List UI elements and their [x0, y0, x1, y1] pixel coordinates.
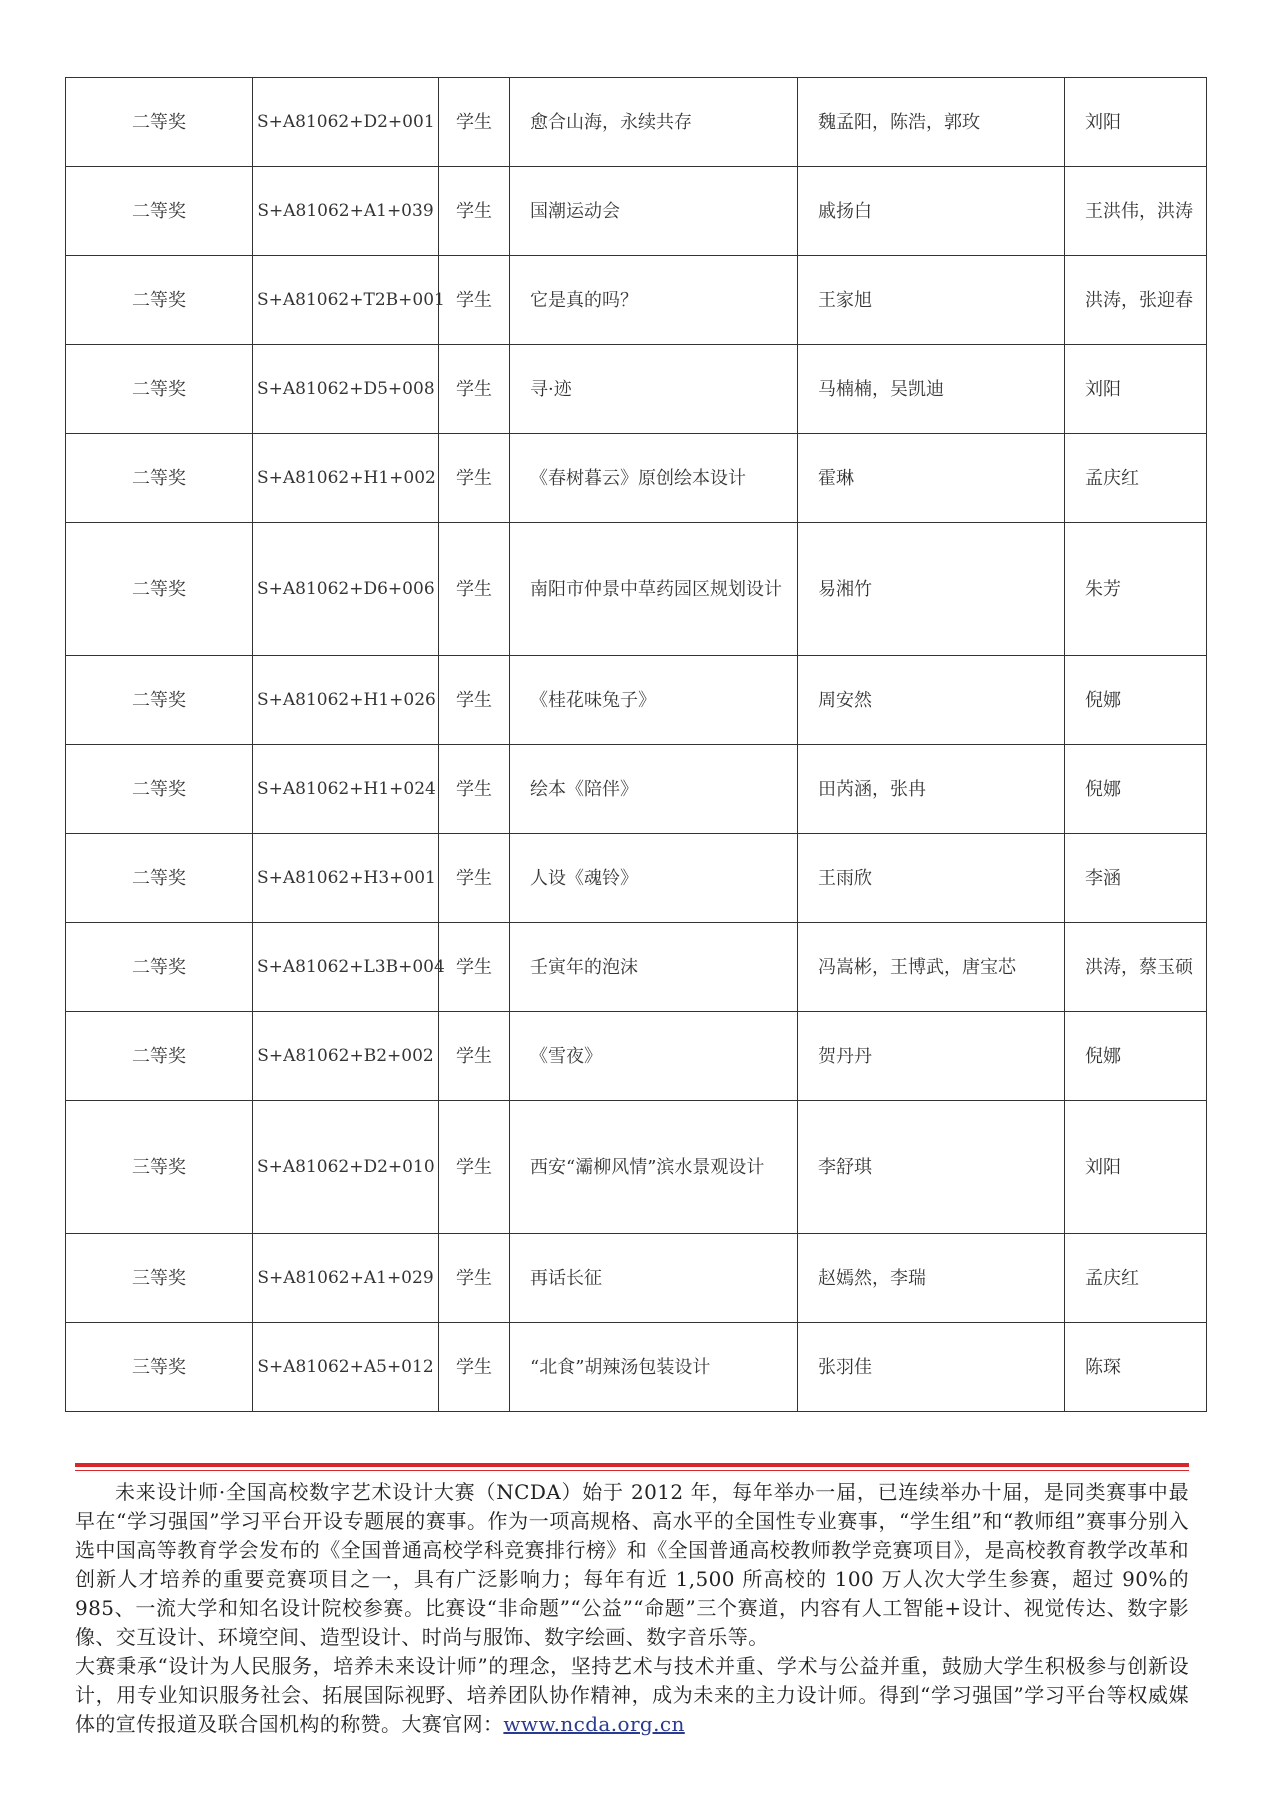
group-cell: 学生 — [439, 434, 510, 523]
entry-code-cell: S+A81062+B2+002 — [253, 1012, 439, 1101]
table-row — [66, 1234, 1207, 1323]
table-row — [66, 745, 1207, 834]
award-level-cell: 二等奖 — [66, 256, 253, 345]
authors-cell: 周安然 — [798, 656, 1065, 745]
authors-cell: 霍琳 — [798, 434, 1065, 523]
award-level-cell: 二等奖 — [66, 923, 253, 1012]
award-level-cell: 二等奖 — [66, 834, 253, 923]
awards-table — [65, 77, 1207, 1412]
advisor-cell: 陈琛 — [1065, 1323, 1207, 1412]
work-title-cell: 西安“灞柳风情”滨水景观设计 — [510, 1101, 798, 1234]
footer-divider-thin — [75, 1470, 1189, 1471]
advisor-cell: 倪娜 — [1065, 656, 1207, 745]
advisor-cell: 刘阳 — [1065, 78, 1207, 167]
work-title-cell: 绘本《陪伴》 — [510, 745, 798, 834]
table-row — [66, 345, 1207, 434]
award-level-cell: 三等奖 — [66, 1234, 253, 1323]
table-row — [66, 656, 1207, 745]
authors-cell: 赵嫣然，李瑞 — [798, 1234, 1065, 1323]
entry-code-cell: S+A81062+T2B+001 — [253, 256, 439, 345]
work-title-cell: 《桂花味兔子》 — [510, 656, 798, 745]
work-title-cell: 寻·迹 — [510, 345, 798, 434]
entry-code-cell: S+A81062+A1+039 — [253, 167, 439, 256]
footer-paragraph-intro: 未来设计师·全国高校数字艺术设计大赛（NCDA）始于 2012 年，每年举办一届，已连续举办十届，是同类赛事中最早在“学习强国”学习平台开设专题展的赛事。作为一项高规格、高水平的全国性专业赛事，“学生组”和“教师组”赛事分别入选中国高等教育学会发布的《全国普通高校学科竞赛排行榜》和《全国普通高校教师教学竞赛项目》，是高校教育教学改革和创新人才培养的重要竞赛项目之一，具有广泛影响力；每年有近 1,500 所高校的 100 万人次大学生参赛，超过 90%的 985、一流大学和知名设计院校参赛。比赛设“非命题”“公益”“命题”三个赛道，内容有人工智能+设计、视觉传达、数字影像、交互设计、环境空间、造型设计、时尚与服饰、数字绘画、数字音乐等。 — [75, 1480, 1189, 1649]
award-level-cell: 二等奖 — [66, 167, 253, 256]
group-cell: 学生 — [439, 256, 510, 345]
authors-cell: 魏孟阳，陈浩，郭玫 — [798, 78, 1065, 167]
work-title-cell: 《雪夜》 — [510, 1012, 798, 1101]
table-row — [66, 1101, 1207, 1234]
advisor-cell: 倪娜 — [1065, 1012, 1207, 1101]
work-title-cell: 人设《魂铃》 — [510, 834, 798, 923]
table-row — [66, 1012, 1207, 1101]
award-level-cell: 二等奖 — [66, 78, 253, 167]
footer-divider-thick — [75, 1463, 1189, 1467]
award-level-cell: 二等奖 — [66, 1012, 253, 1101]
official-website-link[interactable]: www.ncda.org.cn — [503, 1712, 685, 1736]
entry-code-cell: S+A81062+D6+006 — [253, 523, 439, 656]
work-title-cell: 国潮运动会 — [510, 167, 798, 256]
table-row — [66, 1323, 1207, 1412]
group-cell: 学生 — [439, 834, 510, 923]
entry-code-cell: S+A81062+H1+002 — [253, 434, 439, 523]
authors-cell: 田芮涵，张冉 — [798, 745, 1065, 834]
group-cell: 学生 — [439, 1012, 510, 1101]
authors-cell: 马楠楠，吴凯迪 — [798, 345, 1065, 434]
footer-description — [75, 1478, 1189, 1739]
advisor-cell: 洪涛，张迎春 — [1065, 256, 1207, 345]
group-cell: 学生 — [439, 745, 510, 834]
group-cell: 学生 — [439, 656, 510, 745]
advisor-cell: 孟庆红 — [1065, 1234, 1207, 1323]
group-cell: 学生 — [439, 923, 510, 1012]
award-level-cell: 二等奖 — [66, 434, 253, 523]
group-cell: 学生 — [439, 523, 510, 656]
table-row — [66, 256, 1207, 345]
authors-cell: 冯嵩彬，王博武，唐宝芯 — [798, 923, 1065, 1012]
entry-code-cell: S+A81062+H1+024 — [253, 745, 439, 834]
table-row — [66, 434, 1207, 523]
entry-code-cell: S+A81062+D2+010 — [253, 1101, 439, 1234]
advisor-cell: 朱芳 — [1065, 523, 1207, 656]
award-level-cell: 二等奖 — [66, 523, 253, 656]
work-title-cell: 南阳市仲景中草药园区规划设计 — [510, 523, 798, 656]
work-title-cell: 愈合山海，永续共存 — [510, 78, 798, 167]
authors-cell: 王雨欣 — [798, 834, 1065, 923]
award-level-cell: 三等奖 — [66, 1323, 253, 1412]
authors-cell: 贺丹丹 — [798, 1012, 1065, 1101]
footer-paragraph-mission — [75, 1652, 1189, 1739]
table-row — [66, 923, 1207, 1012]
advisor-cell: 孟庆红 — [1065, 434, 1207, 523]
award-level-cell: 二等奖 — [66, 656, 253, 745]
table-row — [66, 834, 1207, 923]
award-level-cell: 二等奖 — [66, 745, 253, 834]
awards-table-body — [66, 78, 1207, 1412]
advisor-cell: 李涵 — [1065, 834, 1207, 923]
entry-code-cell: S+A81062+A1+029 — [253, 1234, 439, 1323]
work-title-cell: 《春树暮云》原创绘本设计 — [510, 434, 798, 523]
authors-cell: 王家旭 — [798, 256, 1065, 345]
award-level-cell: 三等奖 — [66, 1101, 253, 1234]
group-cell: 学生 — [439, 1323, 510, 1412]
authors-cell: 张羽佳 — [798, 1323, 1065, 1412]
table-row — [66, 78, 1207, 167]
advisor-cell: 刘阳 — [1065, 1101, 1207, 1234]
entry-code-cell: S+A81062+H1+026 — [253, 656, 439, 745]
footer-mission-text: 大赛秉承“设计为人民服务，培养未来设计师”的理念，坚持艺术与技术并重、学术与公益并重，鼓励大学生积极参与创新设计，用专业知识服务社会、拓展国际视野、培养团队协作精神，成为未来的主力设计师。得到“学习强国”学习平台等权威媒体的宣传报道及联合国机构的称赞。大赛官网： — [75, 1654, 1189, 1736]
work-title-cell: 它是真的吗？ — [510, 256, 798, 345]
authors-cell: 李舒琪 — [798, 1101, 1065, 1234]
group-cell: 学生 — [439, 1234, 510, 1323]
entry-code-cell: S+A81062+A5+012 — [253, 1323, 439, 1412]
entry-code-cell: S+A81062+D2+001 — [253, 78, 439, 167]
advisor-cell: 刘阳 — [1065, 345, 1207, 434]
advisor-cell: 倪娜 — [1065, 745, 1207, 834]
table-row — [66, 167, 1207, 256]
work-title-cell: 壬寅年的泡沫 — [510, 923, 798, 1012]
table-row — [66, 523, 1207, 656]
work-title-cell: “北食”胡辣汤包装设计 — [510, 1323, 798, 1412]
work-title-cell: 再话长征 — [510, 1234, 798, 1323]
authors-cell: 易湘竹 — [798, 523, 1065, 656]
advisor-cell: 洪涛，蔡玉硕 — [1065, 923, 1207, 1012]
award-level-cell: 二等奖 — [66, 345, 253, 434]
authors-cell: 戚扬白 — [798, 167, 1065, 256]
group-cell: 学生 — [439, 345, 510, 434]
advisor-cell: 王洪伟，洪涛 — [1065, 167, 1207, 256]
entry-code-cell: S+A81062+L3B+004 — [253, 923, 439, 1012]
entry-code-cell: S+A81062+D5+008 — [253, 345, 439, 434]
group-cell: 学生 — [439, 1101, 510, 1234]
entry-code-cell: S+A81062+H3+001 — [253, 834, 439, 923]
group-cell: 学生 — [439, 78, 510, 167]
group-cell: 学生 — [439, 167, 510, 256]
